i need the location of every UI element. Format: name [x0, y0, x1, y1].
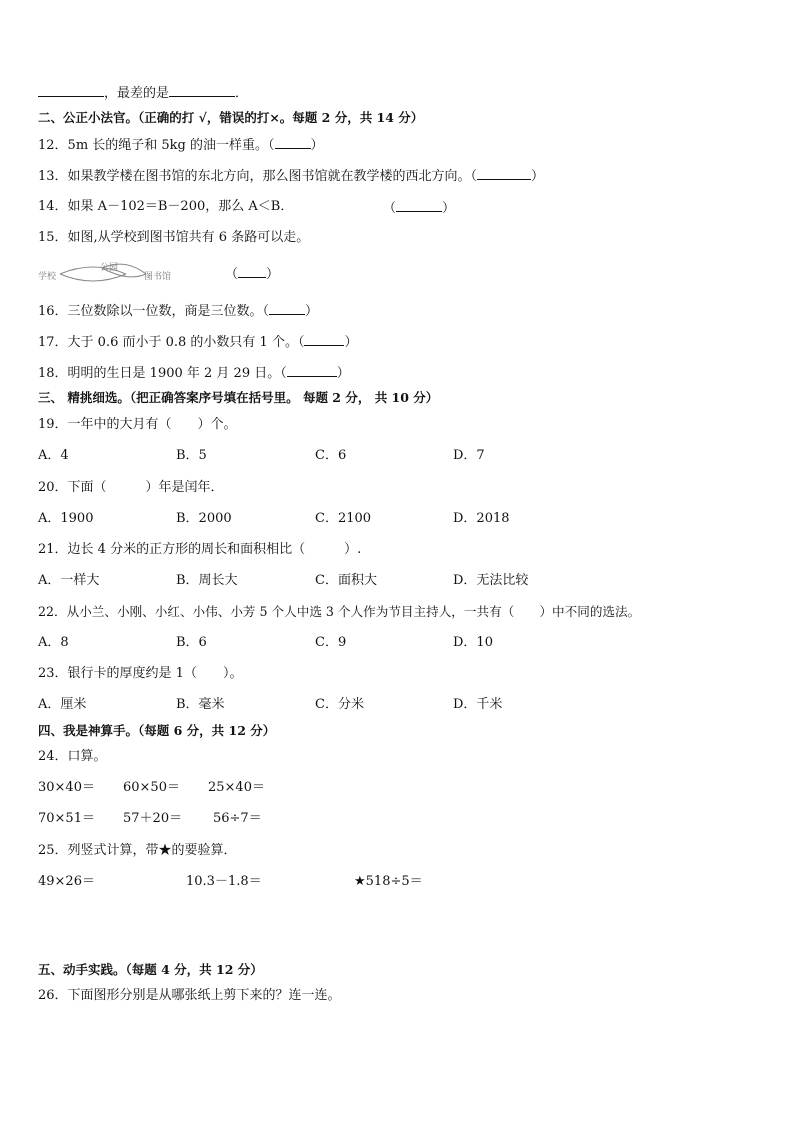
- option-c[interactable]: C．6: [315, 448, 347, 463]
- option-a[interactable]: A．4: [38, 448, 69, 463]
- route-diagram: [38, 258, 188, 288]
- answer-blank[interactable]: [304, 333, 344, 346]
- question-23: 23．银行卡的厚度约是 1（ ）。: [38, 666, 243, 681]
- oral-calc-item: 57＋20＝: [123, 811, 183, 826]
- option-a[interactable]: A．1900: [38, 511, 94, 526]
- question-13: 13．如果教学楼在图书馆的东北方向，那么图书馆就在教学楼的西北方向。（ ）: [38, 169, 545, 184]
- option-d[interactable]: D．无法比较: [453, 573, 529, 588]
- option-d[interactable]: D．2018: [453, 511, 510, 526]
- school-label: 学校: [38, 272, 57, 282]
- option-b[interactable]: B．6: [176, 635, 207, 650]
- question-18: 18．明明的生日是 1900 年 2 月 29 日。（ ）: [38, 366, 350, 381]
- oral-calc-item: 25×40＝: [208, 780, 265, 795]
- oral-calc-item: 70×51＝: [38, 811, 95, 826]
- option-a[interactable]: A．8: [38, 635, 69, 650]
- question-25: 25．列竖式计算，带★的要验算．: [38, 843, 237, 858]
- question-22: 22．从小兰、小刚、小红、小伟、小芳 5 个人中选 3 个人作为节目主持人，一共有（ ）中不同的选法。: [38, 604, 641, 619]
- question-16: 16．三位数除以一位数，商是三位数。（ ）: [38, 304, 319, 319]
- option-b[interactable]: B．周长大: [176, 573, 238, 588]
- section-4-heading: 四、我是神算手。（每题 6 分，共 12 分）: [38, 723, 276, 738]
- written-calc-item: ★518÷5＝: [354, 874, 423, 889]
- option-c[interactable]: C．分米: [315, 697, 364, 712]
- oral-calc-item: 30×40＝: [38, 780, 95, 795]
- answer-blank[interactable]: [38, 84, 104, 97]
- question-17: 17．大于 0.6 而小于 0.8 的小数只有 1 个。（ ）: [38, 335, 358, 350]
- option-b[interactable]: B．毫米: [176, 697, 225, 712]
- question-14: 14．如果 A－102＝B－200，那么 A＜B．: [38, 199, 294, 214]
- oral-calc-item: 56÷7＝: [213, 811, 262, 826]
- option-c[interactable]: C．9: [315, 635, 347, 650]
- written-calc-item: 10.3－1.8＝: [186, 874, 262, 889]
- answer-blank[interactable]: [238, 265, 266, 278]
- option-a[interactable]: A．一样大: [38, 573, 100, 588]
- question-19: 19．一年中的大月有（ ）个。: [38, 417, 237, 432]
- option-b[interactable]: B．5: [176, 448, 207, 463]
- question-15: 15．如图,从学校到图书馆共有 6 条路可以走。: [38, 230, 310, 245]
- answer-blank[interactable]: [287, 364, 337, 377]
- answer-blank[interactable]: [396, 199, 442, 212]
- section-5-heading: 五、动手实践。（每题 4 分，共 12 分）: [38, 962, 263, 977]
- answer-blank[interactable]: [169, 84, 235, 97]
- section-2-heading: 二、公正小法官。（正确的打 √，错误的打×。每题 2 分，共 14 分）: [38, 110, 424, 125]
- question-20: 20．下面（ ）年是闰年．: [38, 480, 224, 495]
- answer-blank[interactable]: [477, 167, 531, 180]
- question-14-answer: （ ）: [383, 201, 456, 216]
- section-3-heading: 三、 精挑细选。（把正确答案序号填在括号里。 每题 2 分， 共 10 分）: [38, 390, 439, 405]
- written-calc-item: 49×26＝: [38, 874, 95, 889]
- question-24: 24．口算。: [38, 749, 107, 764]
- oral-calc-item: 60×50＝: [123, 780, 180, 795]
- top-line: ，最差的是 ．: [38, 84, 248, 102]
- option-a[interactable]: A．厘米: [38, 697, 87, 712]
- question-21: 21．边长 4 分米的正方形的周长和面积相比（ ）.: [38, 542, 362, 557]
- question-26: 26．下面图形分别是从哪张纸上剪下来的？连一连。: [38, 988, 341, 1003]
- question-15-answer: （ ）: [225, 267, 280, 282]
- library-label: 图书馆: [144, 272, 172, 282]
- option-d[interactable]: D．千米: [453, 697, 503, 712]
- option-d[interactable]: D．7: [453, 448, 485, 463]
- option-c[interactable]: C．2100: [315, 511, 372, 526]
- option-b[interactable]: B．2000: [176, 511, 232, 526]
- park-label: 公园: [100, 263, 119, 273]
- answer-blank[interactable]: [275, 136, 311, 149]
- option-d[interactable]: D．10: [453, 635, 493, 650]
- question-12: 12．5m 长的绳子和 5kg 的油一样重。（ ）: [38, 138, 324, 153]
- answer-blank[interactable]: [269, 302, 305, 315]
- option-c[interactable]: C．面积大: [315, 573, 377, 588]
